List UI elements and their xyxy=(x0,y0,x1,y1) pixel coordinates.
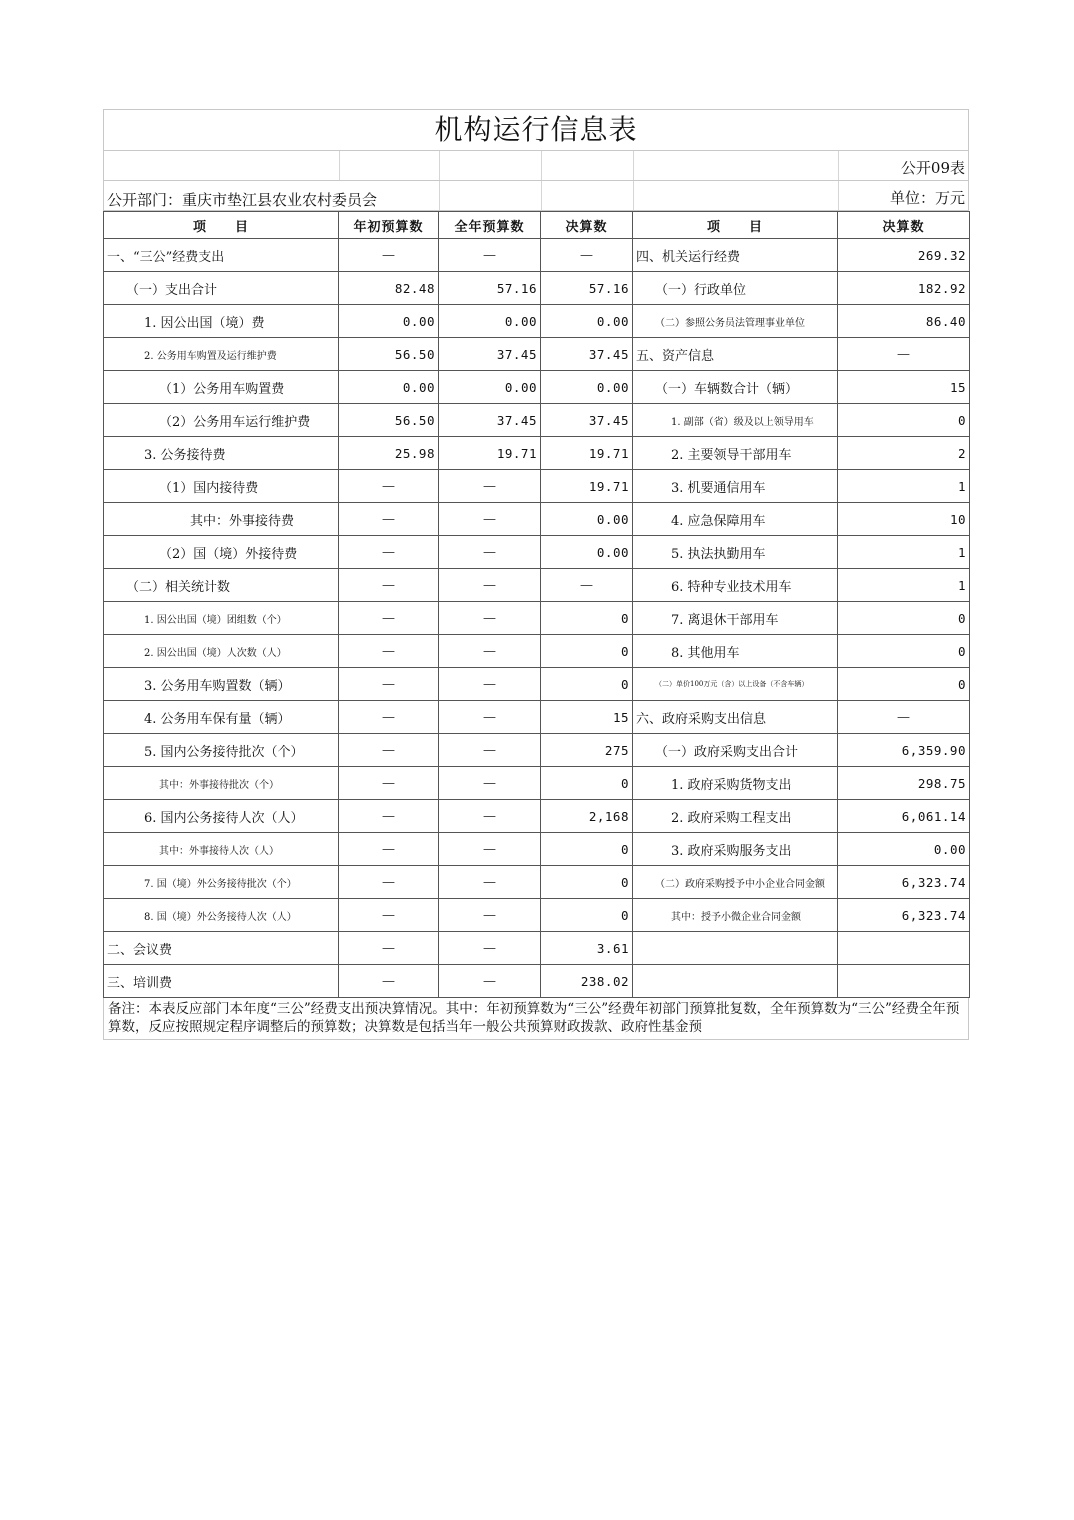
table-row xyxy=(104,635,970,668)
full-budget-cell: — xyxy=(439,635,541,668)
table-row xyxy=(104,866,970,899)
full-budget-cell: 19.71 xyxy=(439,437,541,470)
final-right-cell: 6,061.14 xyxy=(838,800,970,833)
item-right-cell xyxy=(633,932,838,965)
department-label: 公开部门：重庆市垫江县农业农村委员会 xyxy=(107,191,378,209)
item-right-cell: 其中：授予小微企业合同金额 xyxy=(633,899,838,932)
table-row xyxy=(104,767,970,800)
table-row xyxy=(104,371,970,404)
item-right-cell: 3. 政府采购服务支出 xyxy=(633,833,838,866)
final-cell: 0 xyxy=(541,866,633,899)
full-budget-cell: — xyxy=(439,239,541,272)
full-budget-cell: — xyxy=(439,668,541,701)
department-row xyxy=(103,181,969,211)
initial-budget-cell: — xyxy=(339,932,439,965)
header-row xyxy=(104,212,970,239)
table-row xyxy=(104,569,970,602)
table-row xyxy=(104,503,970,536)
final-right-cell: 15 xyxy=(838,371,970,404)
item-cell: 1. 因公出国（境）团组数（个） xyxy=(104,602,339,635)
initial-budget-cell: — xyxy=(339,899,439,932)
col-header-item-right: 项 目 xyxy=(633,212,838,239)
item-right-cell: 四、机关运行经费 xyxy=(633,239,838,272)
initial-budget-cell: — xyxy=(339,569,439,602)
final-cell: 2,168 xyxy=(541,800,633,833)
table-row xyxy=(104,701,970,734)
initial-budget-cell: — xyxy=(339,602,439,635)
item-right-cell: 1. 副部（省）级及以上领导用车 xyxy=(633,404,838,437)
initial-budget-cell: — xyxy=(339,800,439,833)
item-right-cell xyxy=(633,965,838,998)
item-right-cell: 7. 离退休干部用车 xyxy=(633,602,838,635)
full-budget-cell: — xyxy=(439,767,541,800)
item-cell: 一、“三公”经费支出 xyxy=(104,239,339,272)
final-right-cell: 6,323.74 xyxy=(838,866,970,899)
table-row xyxy=(104,800,970,833)
item-cell: 4. 公务用车保有量（辆） xyxy=(104,701,339,734)
initial-budget-cell: 25.98 xyxy=(339,437,439,470)
final-cell: 37.45 xyxy=(541,338,633,371)
final-right-cell: 86.40 xyxy=(838,305,970,338)
full-budget-cell: — xyxy=(439,899,541,932)
final-cell: 0 xyxy=(541,833,633,866)
full-budget-cell: 37.45 xyxy=(439,404,541,437)
initial-budget-cell: 82.48 xyxy=(339,272,439,305)
final-cell: 275 xyxy=(541,734,633,767)
final-cell: — xyxy=(541,239,633,272)
item-cell: 二、会议费 xyxy=(104,932,339,965)
table-row xyxy=(104,239,970,272)
item-cell: （1）国内接待费 xyxy=(104,470,339,503)
table-code: 公开09表 xyxy=(900,159,965,177)
initial-budget-cell: — xyxy=(339,701,439,734)
item-right-cell: 5. 执法执勤用车 xyxy=(633,536,838,569)
item-cell: 5. 国内公务接待批次（个） xyxy=(104,734,339,767)
col-header-initial-budget: 年初预算数 xyxy=(339,212,439,239)
data-table xyxy=(103,211,970,998)
item-right-cell: 3. 机要通信用车 xyxy=(633,470,838,503)
full-budget-cell: 37.45 xyxy=(439,338,541,371)
final-right-cell: 2 xyxy=(838,437,970,470)
final-cell: 238.02 xyxy=(541,965,633,998)
initial-budget-cell: 0.00 xyxy=(339,305,439,338)
final-right-cell: 0 xyxy=(838,404,970,437)
report-sheet xyxy=(103,109,969,1040)
item-cell: （一）支出合计 xyxy=(104,272,339,305)
table-row xyxy=(104,470,970,503)
final-right-cell: 0 xyxy=(838,635,970,668)
initial-budget-cell: 0.00 xyxy=(339,371,439,404)
full-budget-cell: — xyxy=(439,866,541,899)
item-cell: （2）国（境）外接待费 xyxy=(104,536,339,569)
item-right-cell: （一）行政单位 xyxy=(633,272,838,305)
unit-label: 单位：万元 xyxy=(889,189,965,207)
final-right-cell: 0.00 xyxy=(838,833,970,866)
final-cell: 0.00 xyxy=(541,371,633,404)
final-right-cell: 1 xyxy=(838,536,970,569)
full-budget-cell: — xyxy=(439,470,541,503)
final-cell: 0 xyxy=(541,668,633,701)
col-header-full-budget: 全年预算数 xyxy=(439,212,541,239)
initial-budget-cell: — xyxy=(339,470,439,503)
full-budget-cell: — xyxy=(439,734,541,767)
table-row xyxy=(104,833,970,866)
item-cell: （二）相关统计数 xyxy=(104,569,339,602)
item-right-cell: （一）政府采购支出合计 xyxy=(633,734,838,767)
page-title: 机构运行信息表 xyxy=(103,109,969,151)
final-right-cell: — xyxy=(838,701,970,734)
item-right-cell: （二）政府采购授予中小企业合同金额 xyxy=(633,866,838,899)
initial-budget-cell: — xyxy=(339,965,439,998)
full-budget-cell: — xyxy=(439,800,541,833)
final-right-cell: 1 xyxy=(838,470,970,503)
final-right-cell: — xyxy=(838,338,970,371)
final-cell: 0 xyxy=(541,899,633,932)
item-right-cell: 2. 政府采购工程支出 xyxy=(633,800,838,833)
item-cell: 7. 国（境）外公务接待批次（个） xyxy=(104,866,339,899)
item-right-cell: 五、资产信息 xyxy=(633,338,838,371)
initial-budget-cell: — xyxy=(339,767,439,800)
full-budget-cell: — xyxy=(439,701,541,734)
initial-budget-cell: — xyxy=(339,536,439,569)
final-cell: 15 xyxy=(541,701,633,734)
initial-budget-cell: — xyxy=(339,866,439,899)
item-cell: （2）公务用车运行维护费 xyxy=(104,404,339,437)
footnote: 备注：本表反应部门本年度“三公”经费支出预决算情况。其中：年初预算数为“三公”经费年初部门预算批复数，全年预算数为“三公”经费全年预算数，反应按照规定程序调整后的预算数；决算数是包括当年一般公共预算财政拨款、政府性基金预 xyxy=(103,998,969,1040)
final-cell: 37.45 xyxy=(541,404,633,437)
item-cell: 3. 公务用车购置数（辆） xyxy=(104,668,339,701)
full-budget-cell: — xyxy=(439,503,541,536)
table-row xyxy=(104,437,970,470)
full-budget-cell: — xyxy=(439,833,541,866)
full-budget-cell: — xyxy=(439,965,541,998)
item-cell: 其中：外事接待批次（个） xyxy=(104,767,339,800)
table-row xyxy=(104,404,970,437)
item-cell: 三、培训费 xyxy=(104,965,339,998)
final-right-cell: 10 xyxy=(838,503,970,536)
initial-budget-cell: 56.50 xyxy=(339,338,439,371)
table-row xyxy=(104,734,970,767)
initial-budget-cell: — xyxy=(339,239,439,272)
item-cell: 其中：外事接待费 xyxy=(104,503,339,536)
final-right-cell: 6,359.90 xyxy=(838,734,970,767)
item-right-cell: （二）单价100万元（含）以上设备（不含车辆） xyxy=(633,668,838,701)
final-cell: 0.00 xyxy=(541,536,633,569)
final-right-cell xyxy=(838,965,970,998)
item-right-cell: 六、政府采购支出信息 xyxy=(633,701,838,734)
item-cell: 3. 公务接待费 xyxy=(104,437,339,470)
final-cell: 0.00 xyxy=(541,503,633,536)
full-budget-cell: — xyxy=(439,932,541,965)
table-row xyxy=(104,668,970,701)
item-right-cell: （二）参照公务员法管理事业单位 xyxy=(633,305,838,338)
full-budget-cell: 0.00 xyxy=(439,371,541,404)
item-cell: 8. 国（境）外公务接待人次（人） xyxy=(104,899,339,932)
final-cell: 0 xyxy=(541,767,633,800)
table-row xyxy=(104,899,970,932)
final-cell: 19.71 xyxy=(541,437,633,470)
initial-budget-cell: — xyxy=(339,503,439,536)
final-cell: 0 xyxy=(541,635,633,668)
table-row xyxy=(104,305,970,338)
final-right-cell xyxy=(838,932,970,965)
table-row xyxy=(104,932,970,965)
col-header-final: 决算数 xyxy=(541,212,633,239)
initial-budget-cell: — xyxy=(339,833,439,866)
item-right-cell: 8. 其他用车 xyxy=(633,635,838,668)
final-right-cell: 1 xyxy=(838,569,970,602)
col-header-item: 项 目 xyxy=(104,212,339,239)
final-right-cell: 0 xyxy=(838,668,970,701)
table-row xyxy=(104,272,970,305)
item-cell: 其中：外事接待人次（人） xyxy=(104,833,339,866)
table-row xyxy=(104,536,970,569)
initial-budget-cell: — xyxy=(339,668,439,701)
item-right-cell: 6. 特种专业技术用车 xyxy=(633,569,838,602)
final-cell: 19.71 xyxy=(541,470,633,503)
item-right-cell: 2. 主要领导干部用车 xyxy=(633,437,838,470)
item-cell: （1）公务用车购置费 xyxy=(104,371,339,404)
item-cell: 2. 因公出国（境）人次数（人） xyxy=(104,635,339,668)
item-cell: 2. 公务用车购置及运行维护费 xyxy=(104,338,339,371)
final-cell: — xyxy=(541,569,633,602)
full-budget-cell: 0.00 xyxy=(439,305,541,338)
item-right-cell: （一）车辆数合计（辆） xyxy=(633,371,838,404)
final-cell: 3.61 xyxy=(541,932,633,965)
initial-budget-cell: — xyxy=(339,734,439,767)
final-right-cell: 182.92 xyxy=(838,272,970,305)
full-budget-cell: 57.16 xyxy=(439,272,541,305)
item-cell: 1. 因公出国（境）费 xyxy=(104,305,339,338)
final-right-cell: 0 xyxy=(838,602,970,635)
initial-budget-cell: 56.50 xyxy=(339,404,439,437)
item-cell: 6. 国内公务接待人次（人） xyxy=(104,800,339,833)
initial-budget-cell: — xyxy=(339,635,439,668)
table-row xyxy=(104,338,970,371)
final-right-cell: 269.32 xyxy=(838,239,970,272)
item-right-cell: 1. 政府采购货物支出 xyxy=(633,767,838,800)
final-cell: 0.00 xyxy=(541,305,633,338)
col-header-final-right: 决算数 xyxy=(838,212,970,239)
table-code-row xyxy=(103,151,969,181)
full-budget-cell: — xyxy=(439,536,541,569)
final-cell: 0 xyxy=(541,602,633,635)
table-row xyxy=(104,965,970,998)
item-right-cell: 4. 应急保障用车 xyxy=(633,503,838,536)
table-row xyxy=(104,602,970,635)
final-right-cell: 298.75 xyxy=(838,767,970,800)
full-budget-cell: — xyxy=(439,569,541,602)
final-cell: 57.16 xyxy=(541,272,633,305)
full-budget-cell: — xyxy=(439,602,541,635)
final-right-cell: 6,323.74 xyxy=(838,899,970,932)
